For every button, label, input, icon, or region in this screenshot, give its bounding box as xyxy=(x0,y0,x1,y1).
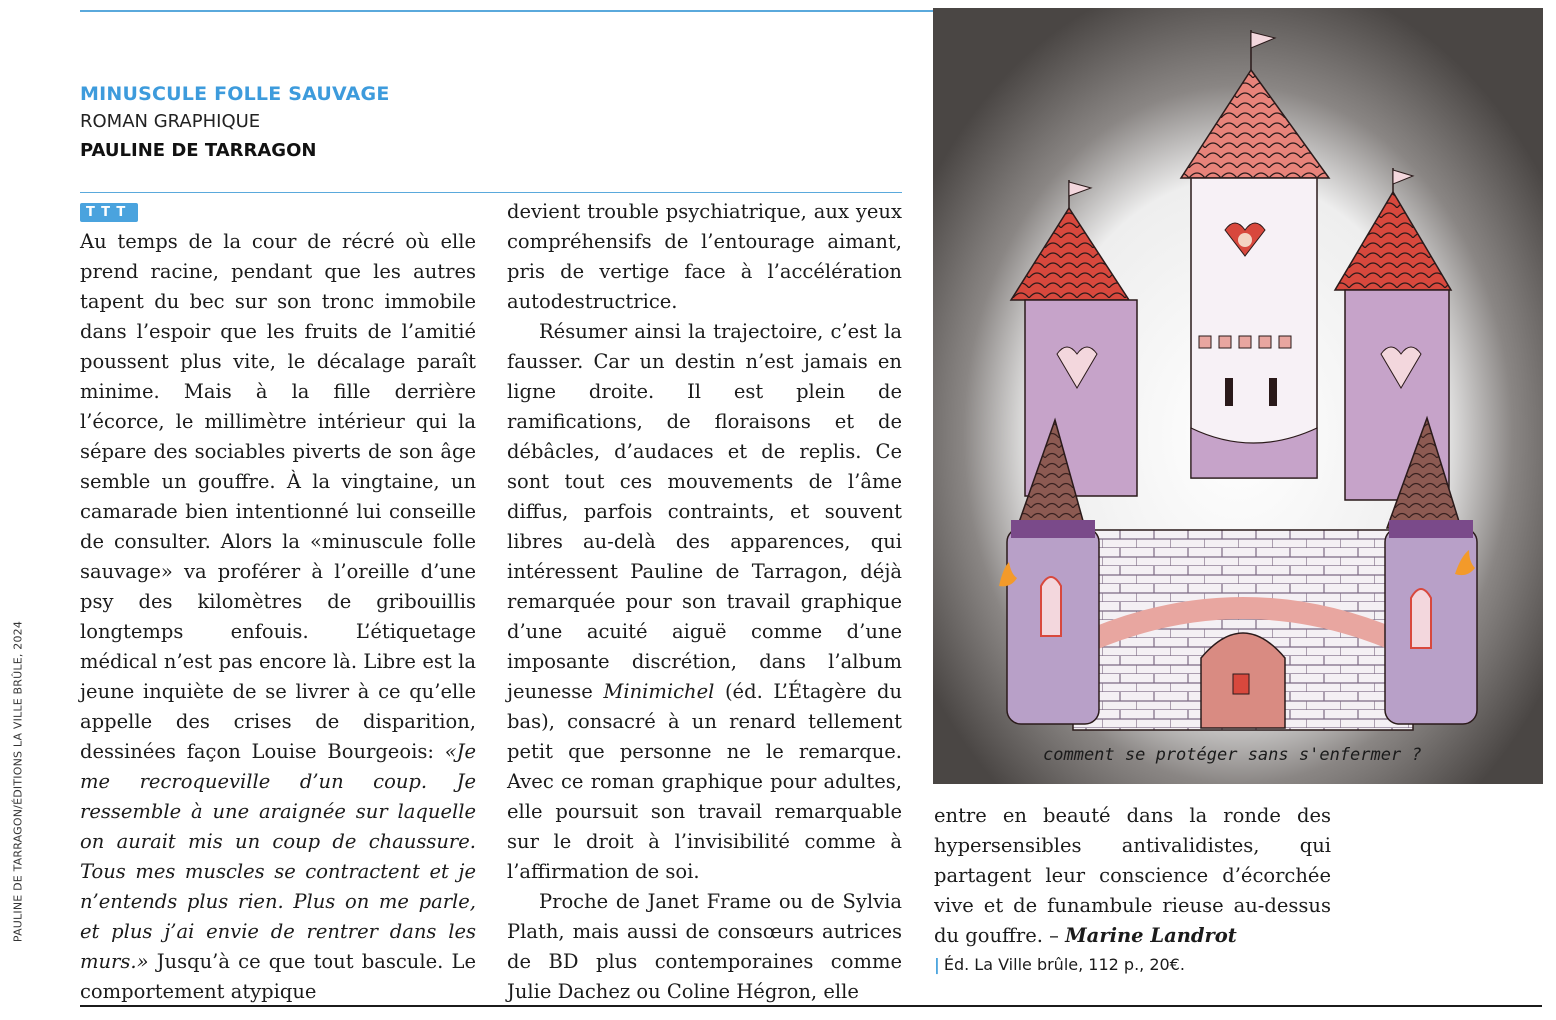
book-author: PAULINE DE TARRAGON xyxy=(80,140,317,161)
review-header xyxy=(80,80,580,166)
column-1 xyxy=(80,227,476,1007)
paragraph xyxy=(934,801,1331,951)
body-text: Au temps de la cour de récré où elle prend racine, pendant que les autres tapent du bec sur son tronc immobile dans l’espoir que les fruits de l’amitié poussent plus vite, le décalage paraît minime. Mais à la fille derrière l’écorce, le millimètre intérieur qui la sépare des sociables piverts de son âge semble un gouffre. À la vingtaine, un camarade bien intentionné lui conseille de consulter. Alors la «minuscule folle sauvage» va proférer à l’oreille d’une psy des kilomètres de gribouillis longtemps enfouis. L’étiquetage médical n’est pas encore là. Libre est la jeune inquiète de se livrer à ce qu’elle appelle des crises de disparition, dessinées façon Louise Bourgeois: xyxy=(80,230,476,763)
castle-illustration xyxy=(933,8,1543,784)
paragraph xyxy=(80,227,476,1007)
publisher-marker: | xyxy=(934,955,940,974)
book-title: MINUSCULE FOLLE SAUVAGE xyxy=(80,83,390,105)
castle-wall-group xyxy=(1073,530,1413,730)
illustration-caption: comment se protéger sans s'enfermer ? xyxy=(1043,745,1422,765)
body-text: (éd. L’Étagère du bas), consacré à un renard tellement petit que personne ne le remarque. Avec ce roman graphique pour adultes, elle poursuit son travail remarquable sur le droit à l’invisibilité comme à l’affirmation de soi. xyxy=(507,680,903,883)
rating-badge: TTT xyxy=(80,203,138,222)
column-2 xyxy=(507,197,902,1007)
publisher-info xyxy=(934,951,1331,979)
reviewer-signature: Marine Landrot xyxy=(1065,924,1237,947)
header-rule xyxy=(80,192,902,193)
publisher-text: Éd. La Ville brûle, 112 p., 20€. xyxy=(943,955,1185,974)
paragraph: devient trouble psychiatrique, aux yeux compréhensifs de l’entourage aimant, pris de vertige face à l’accélération autodestructrice. xyxy=(507,200,902,313)
book-reference: Minimichel xyxy=(603,680,715,703)
column-3 xyxy=(934,801,1331,979)
body-text: Jusqu’à ce que tout bascule. Le comportement atypique xyxy=(80,950,476,1003)
body-text: entre en beauté dans la ronde des hypersensibles antivalidistes, qui partagent leur conscience d’écorchée vive et de funambule rieuse au-dessus du gouffre. – xyxy=(934,804,1331,947)
paragraph: Proche de Janet Frame ou de Sylvia Plath, mais aussi de consœurs autrices de BD plus contemporaines comme Julie Dachez ou Coline Hégron, elle xyxy=(507,890,902,1003)
quote-text: «Je me recroqueville d’un coup. Je ressemble à une araignée sur laquelle on aurait mis un coup de chaussure. Tous mes muscles se contractent et je n’entends plus rien. Plus on me parle, et plus j’ai envie de rentrer dans les murs.» xyxy=(80,740,476,973)
body-text: Résumer ainsi la trajectoire, c’est la fausser. Car un destin n’est jamais en ligne droite. Il est plein de ramifications, de floraisons et de débâcles, d’audaces et de replis. Ce sont tout ces mouvements de l’âme diffus, parfois contraints, et souvent libres au-delà des apparences, qui intéressent Pauline de Tarragon, déjà remarquée pour son travail graphique d’une acuité aiguë comme d’une imposante discrétion, dans l’album jeunesse xyxy=(507,320,902,703)
paragraph xyxy=(507,317,902,887)
book-genre: ROMAN GRAPHIQUE xyxy=(80,111,261,132)
photo-credit: PAULINE DE TARRAGON/ÉDITIONS LA VILLE BRÛLE, 2024 xyxy=(11,620,25,943)
